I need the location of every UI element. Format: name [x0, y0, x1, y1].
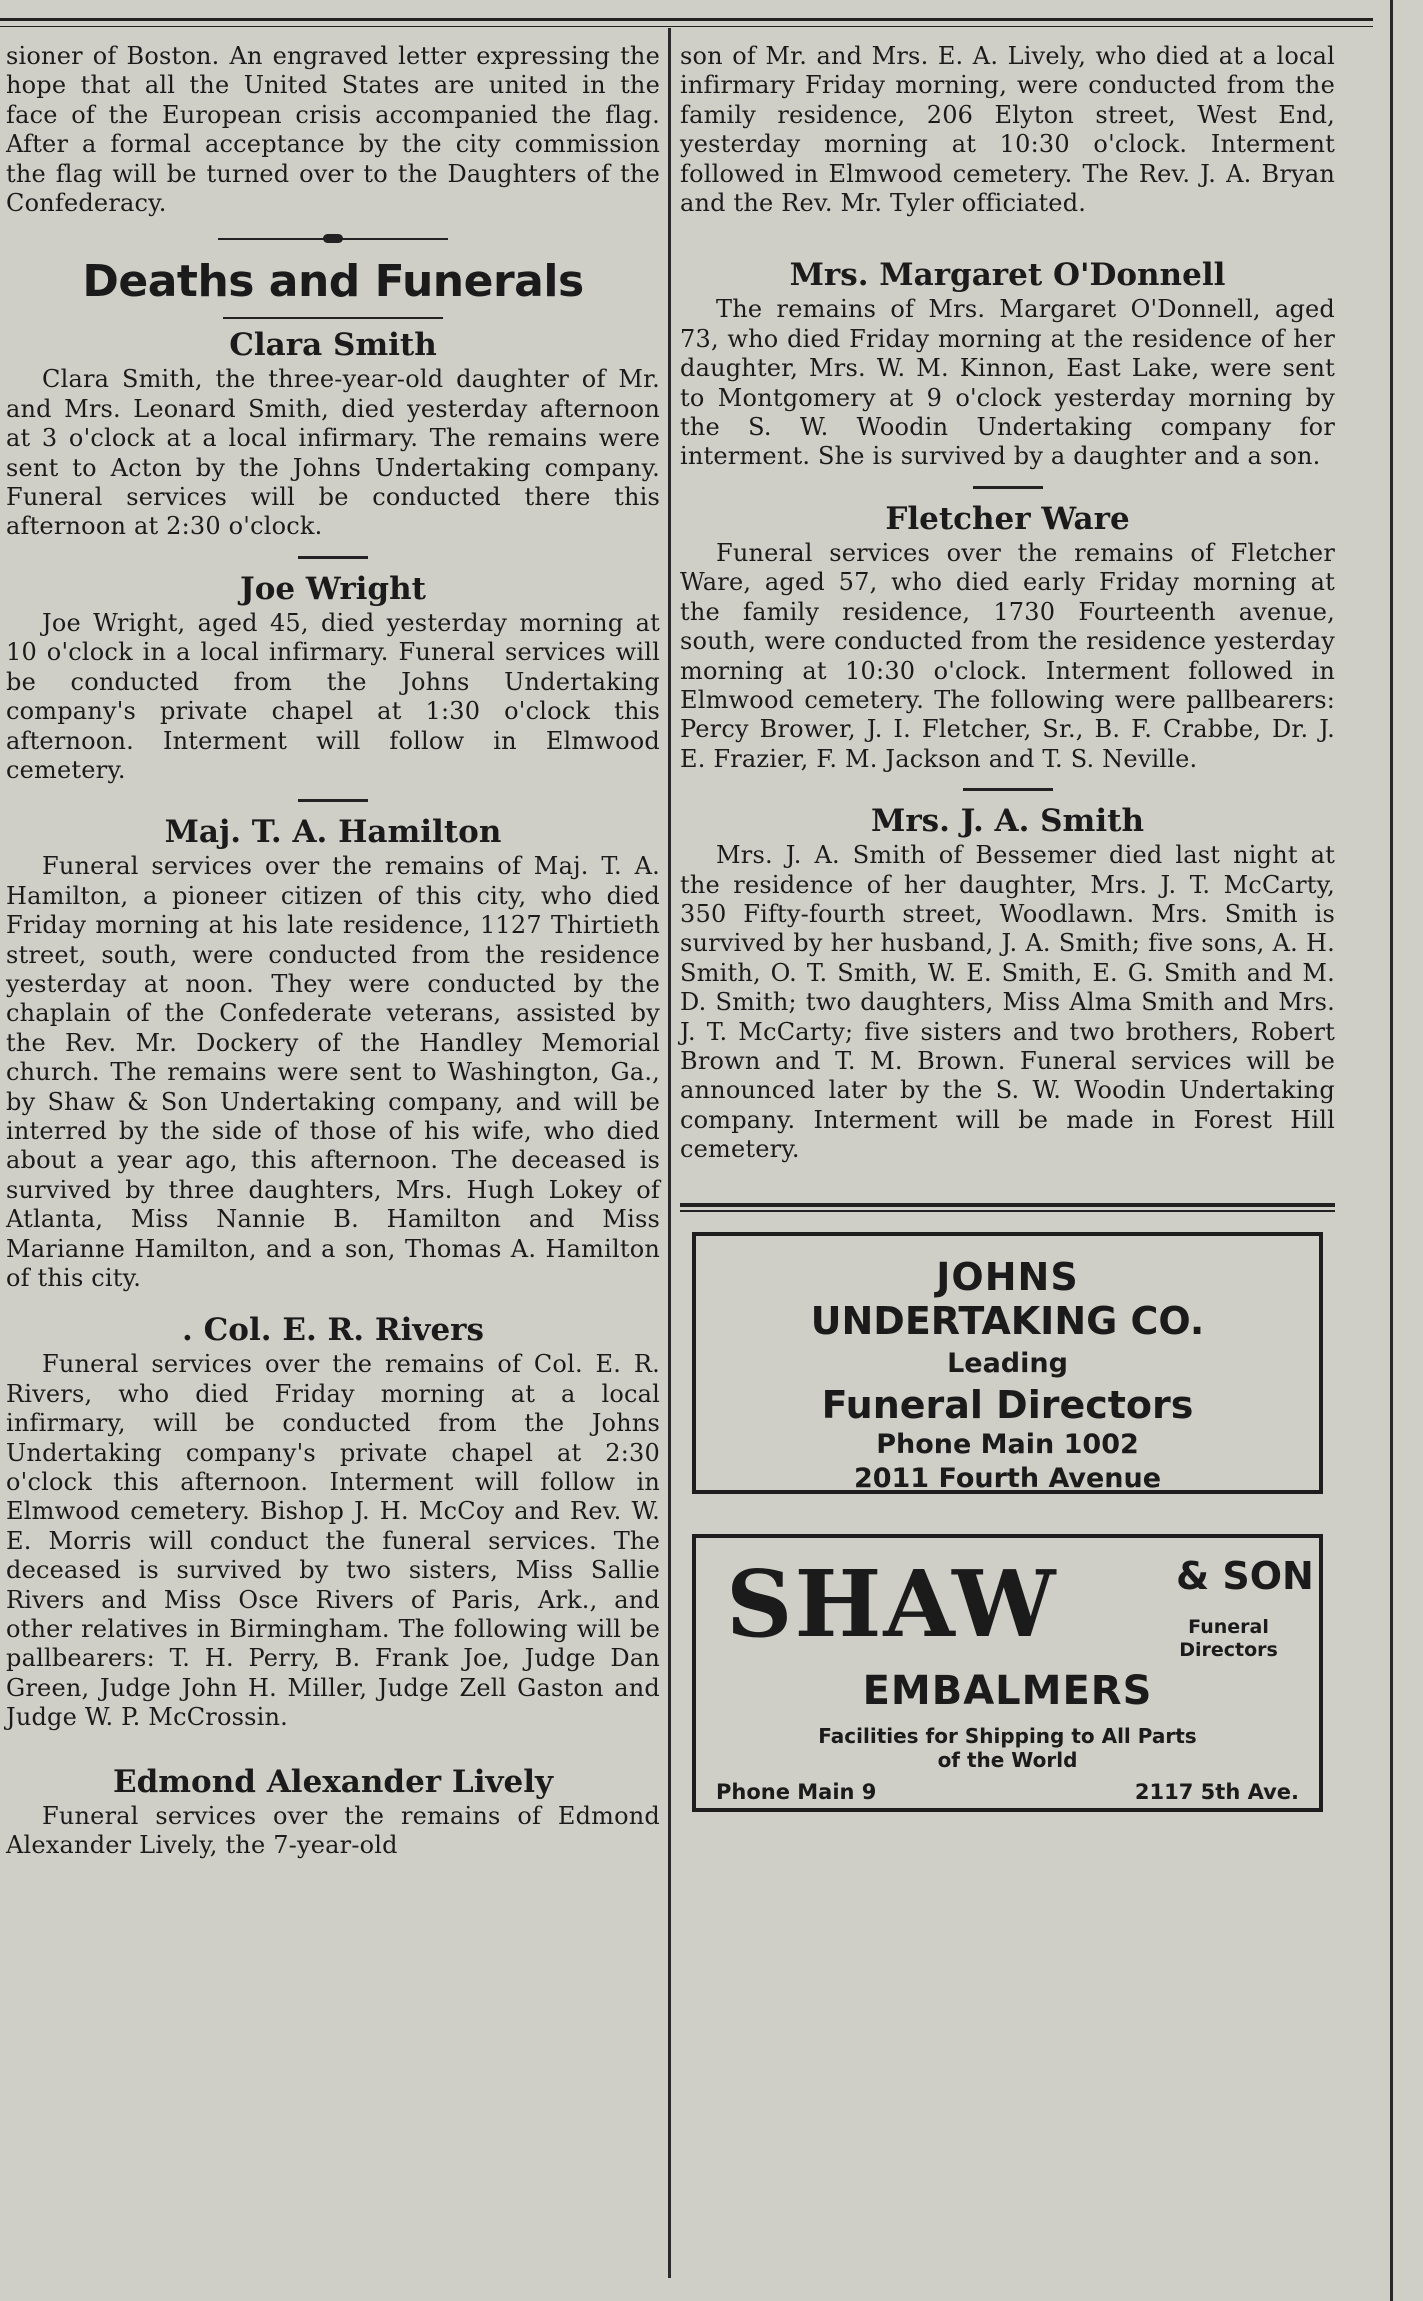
ad-line: Funeral Directors	[821, 1382, 1194, 1427]
obituary-heading: Edmond Alexander Lively	[112, 1763, 554, 1800]
right-column	[680, 42, 1335, 1812]
obituary-heading: Fletcher Ware	[885, 500, 1130, 537]
ad-line: JOHNS	[936, 1254, 1079, 1299]
ad-address: 2117 5th Ave.	[1134, 1779, 1299, 1804]
obituary-heading: Maj. T. A. Hamilton	[164, 814, 502, 851]
ad-brand-suffix: & SON	[1176, 1553, 1314, 1598]
obituary-separator	[963, 788, 1053, 791]
ad-brand: SHAW	[726, 1549, 1058, 1658]
section-title: Deaths and Funerals	[82, 256, 584, 308]
ad-phone: Phone Main 1002	[876, 1428, 1139, 1460]
obituary-text: The remains of Mrs. Margaret O'Donnell, aged 73, who died Friday morning at the residence of her daughter, Mrs. W. M. Kinnon, East Lake, were sent to Montgomery at 9 o'clock yesterday morning by the S. W. Woodin Undertaking company for interment. She is survived by a daughter and a son.	[680, 295, 1335, 471]
obituary-lively	[6, 1764, 660, 1861]
obituary-heading: Clara Smith	[229, 327, 437, 364]
obituary-separator	[298, 556, 368, 559]
obituary-text: Funeral services over the remains of Edmond Alexander Lively, the 7-year-old	[6, 1801, 660, 1860]
shaw-and-son-ad	[692, 1534, 1323, 1812]
ad-line: EMBALMERS	[862, 1667, 1153, 1714]
ad-line: UNDERTAKING CO.	[810, 1298, 1205, 1343]
top-rule-thin	[0, 26, 1373, 27]
section-separator	[218, 238, 448, 240]
top-rule	[0, 18, 1373, 21]
obituary-rivers	[6, 1312, 660, 1732]
obituary-text: Funeral services over the remains of Col. E. R. Rivers, who died Friday morning at a local infirmary, will be conducted from the Johns Undertaking company's private chapel at 2:30 o'clock this afternoon. Interment will follow in Elmwood cemetery. Bishop J. H. McCoy and Rev. W. E. Morris will conduct the funeral services. The deceased is survived by two sisters, Miss Sallie Rivers and Miss Osce Rivers of Paris, Ark., and other relatives in Birmingham. The following will be pallbearers: T. H. Perry, B. Frank Joe, Judge Dan Green, Judge John H. Miller, Judge Zell Gaston and Judge W. P. McCrossin.	[6, 1350, 660, 1732]
obituary-heading: Mrs. J. A. Smith	[871, 803, 1144, 840]
ads-rule	[680, 1203, 1335, 1207]
right-border	[1390, 0, 1393, 2301]
obituary-text: Clara Smith, the three-year-old daughter of Mr. and Mrs. Leonard Smith, died yesterday afternoon at 3 o'clock at a local infirmary. The remains were sent to Acton by the Johns Undertaking company. Funeral services will be conducted there this afternoon at 2:30 o'clock.	[6, 365, 660, 541]
ad-line: Leading	[947, 1347, 1068, 1379]
lively-continuation: son of Mr. and Mrs. E. A. Lively, who died at a local infirmary Friday morning, were conducted from the family residence, 206 Elyton street, West End, yesterday morning at 10:30 o'clock. Interment followed in Elmwood cemetery. The Rev. J. A. Bryan and the Rev. Mr. Tyler officiated.	[680, 42, 1335, 218]
ads-rule-thin	[680, 1210, 1335, 1212]
obituary-clara-smith	[6, 317, 660, 541]
obituary-text: Mrs. J. A. Smith of Bessemer died last night at the residence of her daughter, Mrs. J. T. McCarty, 350 Fifty-fourth street, Woodlawn. Mrs. Smith is survived by her husband, J. A. Smith; five sons, A. H. Smith, O. T. Smith, W. E. Smith, E. G. Smith and M. D. Smith; two daughters, Miss Alma Smith and Mrs. J. T. McCarty; five sisters and two brothers, Robert Brown and T. M. Brown. Funeral services will be announced later by the S. W. Woodin Undertaking company. Interment will be made in Forest Hill cemetery.	[680, 841, 1335, 1164]
obituary-text: Funeral services over the remains of Maj. T. A. Hamilton, a pioneer citizen of this city, who died Friday morning at his late residence, 1127 Thirtieth street, south, were conducted from the residence yesterday at noon. They were conducted by the chaplain of the Confederate veterans, assisted by the Rev. Mr. Dockery of the Handley Memorial church. The remains were sent to Washington, Ga., by Shaw & Son Undertaking company, and will be interred by the side of those of his wife, who died about a year ago, this afternoon. The deceased is survived by three daughters, Mrs. Hugh Lokey of Atlanta, Miss Nannie B. Hamilton and Miss Marianne Hamilton, and a son, Thomas A. Hamilton of this city.	[6, 852, 660, 1292]
obituary-separator	[973, 486, 1043, 489]
obituary-text: Funeral services over the remains of Fletcher Ware, aged 57, who died early Friday morning at the family residence, 1730 Fourteenth avenue, south, were conducted from the residence yesterday morning at 10:30 o'clock. Interment followed in Elmwood cemetery. The following were pallbearers: Percy Brower, J. I. Fletcher, Sr., B. F. Crabbe, Dr. J. E. Frazier, F. M. Jackson and T. S. Neville.	[680, 538, 1335, 773]
obituary-odonnell	[680, 257, 1335, 471]
obituary-heading: Joe Wright	[240, 570, 426, 607]
obituary-separator	[298, 799, 368, 802]
obituary-mrs-ja-smith	[680, 803, 1335, 1164]
left-column	[6, 42, 660, 1861]
obituary-joe-wright	[6, 571, 660, 785]
johns-undertaking-ad	[692, 1232, 1323, 1494]
ad-phone: Phone Main 9	[716, 1779, 877, 1804]
ad-address: 2011 Fourth Avenue	[853, 1462, 1162, 1494]
obituary-text: Joe Wright, aged 45, died yesterday morning at 10 o'clock in a local infirmary. Funeral services will be conducted from the Johns Undertaking company's private chapel at 1:30 o'clock this afternoon. Interment will follow in Elmwood cemetery.	[6, 608, 660, 784]
obituary-heading: . Col. E. R. Rivers	[182, 1312, 484, 1349]
obituary-ware	[680, 501, 1335, 774]
column-divider	[668, 28, 671, 2278]
obituary-heading: Mrs. Margaret O'Donnell	[789, 257, 1226, 294]
obituary-hamilton	[6, 814, 660, 1293]
ad-facilities: Facilities for Shipping to All Parts of the World	[818, 1723, 1197, 1772]
ad-subtitle: Funeral Directors	[1179, 1615, 1278, 1661]
flag-article-ending: sioner of Boston. An engraved letter expressing the hope that all the United States are united in the face of the European crisis accompanied the flag. After a formal acceptance by the city commission the flag will be turned over to the Daughters of the Confederacy.	[6, 42, 660, 218]
